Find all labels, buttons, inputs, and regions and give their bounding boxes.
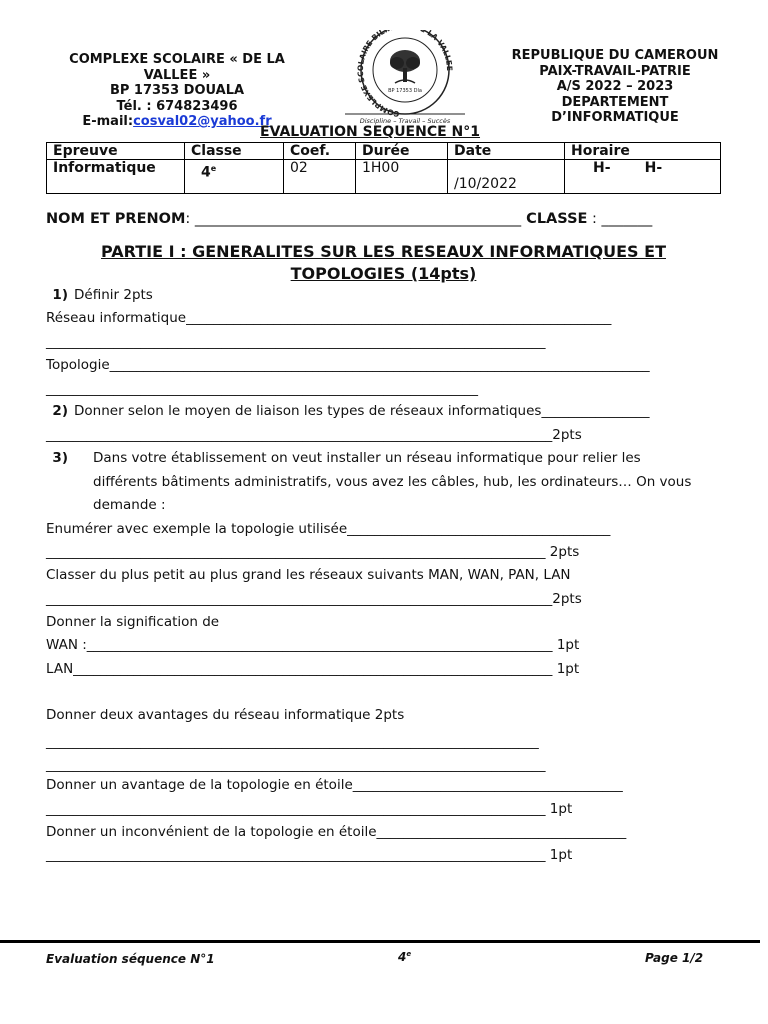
question-3: [46, 447, 706, 518]
answer-blank-1[interactable]: __________________________________________________________________________: [46, 334, 546, 350]
name-label: NOM ET PRENOM: [46, 211, 186, 227]
cell-classe-value: 4: [201, 164, 211, 181]
answer-classer: Classer du plus petit au plus grand les réseaux suivants MAN, WAN, PAN, LAN: [46, 567, 571, 583]
cell-duree: 1H00: [356, 160, 448, 194]
logo-motto: Discipline – Travail – Succès: [359, 117, 451, 125]
department-line2: D’INFORMATIQUE: [551, 110, 679, 125]
cell-classe-sup: e: [210, 164, 217, 173]
footer-rule: [0, 940, 760, 943]
department-line1: DEPARTEMENT: [561, 94, 669, 110]
question-1-text: Définir 2pts: [74, 287, 153, 303]
cell-coef: 02: [284, 160, 356, 194]
answer-wan[interactable]: WAN :_____________________________________________________________________ 1pt: [46, 637, 580, 653]
footer-class-value: 4: [398, 950, 407, 964]
exam-info-table: [46, 142, 721, 194]
col-horaire: Horaire: [565, 143, 721, 160]
school-name-line2: VALLEE »: [143, 67, 211, 83]
name-separator: :: [185, 211, 195, 227]
logo-ring-text: COMPLEXE SCOLAIRE BILI LA VALLEE: [355, 30, 455, 119]
cell-horaire: H- H-: [565, 160, 721, 194]
answer-classer-2[interactable]: ___________________________________________________________________________2pts: [46, 591, 582, 607]
classe-label: CLASSE: [521, 211, 588, 227]
col-date: Date: [448, 143, 565, 160]
school-name-line1: COMPLEXE SCOLAIRE « DE LA: [69, 52, 285, 67]
question-2-text[interactable]: Donner selon le moyen de liaison les types de réseaux informatiques________________: [74, 403, 650, 419]
name-blank[interactable]: _____________________________________________: [194, 211, 522, 227]
republic-header: [495, 48, 735, 126]
evaluation-title: EVALUATION SEQUENCE N°1: [260, 124, 481, 140]
answer-etoile-inconvenient-2[interactable]: __________________________________________________________________________ 1pt: [46, 847, 573, 863]
republic-motto: PAIX-TRAVAIL-PATRIE: [539, 63, 691, 79]
table-row: [47, 160, 721, 194]
school-logo: [335, 30, 475, 128]
school-phone: Tél. : 674823496: [116, 98, 238, 114]
school-header: [52, 52, 302, 130]
answer-topologie[interactable]: Topologie________________________________________________________________________________: [46, 357, 650, 373]
answer-blank-2[interactable]: ________________________________________________________________: [46, 381, 478, 397]
student-name-line: [46, 211, 652, 227]
answer-reseau[interactable]: Réseau informatique_______________________________________________________________: [46, 310, 612, 326]
col-epreuve: Epreuve: [47, 143, 185, 160]
answer-lan[interactable]: LAN_______________________________________________________________________ 1pt: [46, 661, 580, 677]
footer-page-number: Page 1/2: [645, 951, 704, 965]
table-header-row: [47, 143, 721, 160]
answer-avantages-2[interactable]: __________________________________________________________________________: [46, 757, 546, 773]
answer-enumerer[interactable]: Enumérer avec exemple la topologie utilisée_______________________________________: [46, 521, 611, 537]
footer-left: Evaluation séquence N°1: [46, 952, 215, 966]
question-2-number: 2): [52, 403, 68, 419]
cell-date: /10/2022: [448, 160, 565, 194]
classe-blank[interactable]: : _______: [587, 211, 653, 227]
avantages-label: Donner deux avantages du réseau informatique 2pts: [46, 707, 405, 723]
answer-etoile-avantage-2[interactable]: __________________________________________________________________________ 1pt: [46, 801, 573, 817]
col-coef: Coef.: [284, 143, 356, 160]
cell-classe: [185, 160, 284, 194]
republic-name: REPUBLIQUE DU CAMEROUN: [511, 48, 719, 63]
footer-class: [398, 950, 411, 964]
answer-avantages-1[interactable]: _________________________________________________________________________: [46, 734, 539, 750]
answer-enumerer-2[interactable]: __________________________________________________________________________ 2pts: [46, 544, 580, 560]
answer-etoile-inconvenient[interactable]: Donner un inconvénient de la topologie en étoile_____________________________________: [46, 824, 627, 840]
signification-label: Donner la signification de: [46, 614, 220, 630]
part1-title: PARTIE I : GENERALITES SUR LES RESEAUX INFORMATIQUES ET TOPOLOGIES (14pts): [101, 242, 666, 283]
question-3-text: Dans votre établissement on veut installer un réseau informatique pour relier les différents bâtiments administratifs, vous avez les câbles, hub, les ordinateurs… On vous demande :: [93, 450, 692, 513]
answer-q2[interactable]: ___________________________________________________________________________2pts: [46, 427, 582, 443]
col-duree: Durée: [356, 143, 448, 160]
question-3-number: 3): [52, 450, 68, 466]
school-po-box: BP 17353 DOUALA: [109, 83, 245, 98]
school-email-link[interactable]: cosval02@yahoo.fr: [133, 114, 272, 129]
answer-etoile-avantage[interactable]: Donner un avantage de la topologie en étoile________________________________________: [46, 777, 623, 793]
col-classe: Classe: [185, 143, 284, 160]
footer-class-sup: e: [406, 950, 412, 958]
school-year: A/S 2022 – 2023: [556, 79, 674, 94]
cell-epreuve: Informatique: [47, 160, 185, 194]
school-email-label: E-mail:: [82, 114, 134, 129]
question-2: [46, 400, 649, 424]
question-1-number: 1): [52, 287, 68, 303]
question-1: [46, 284, 153, 308]
logo-inner-text: BP 17353 Dla: [388, 88, 422, 94]
